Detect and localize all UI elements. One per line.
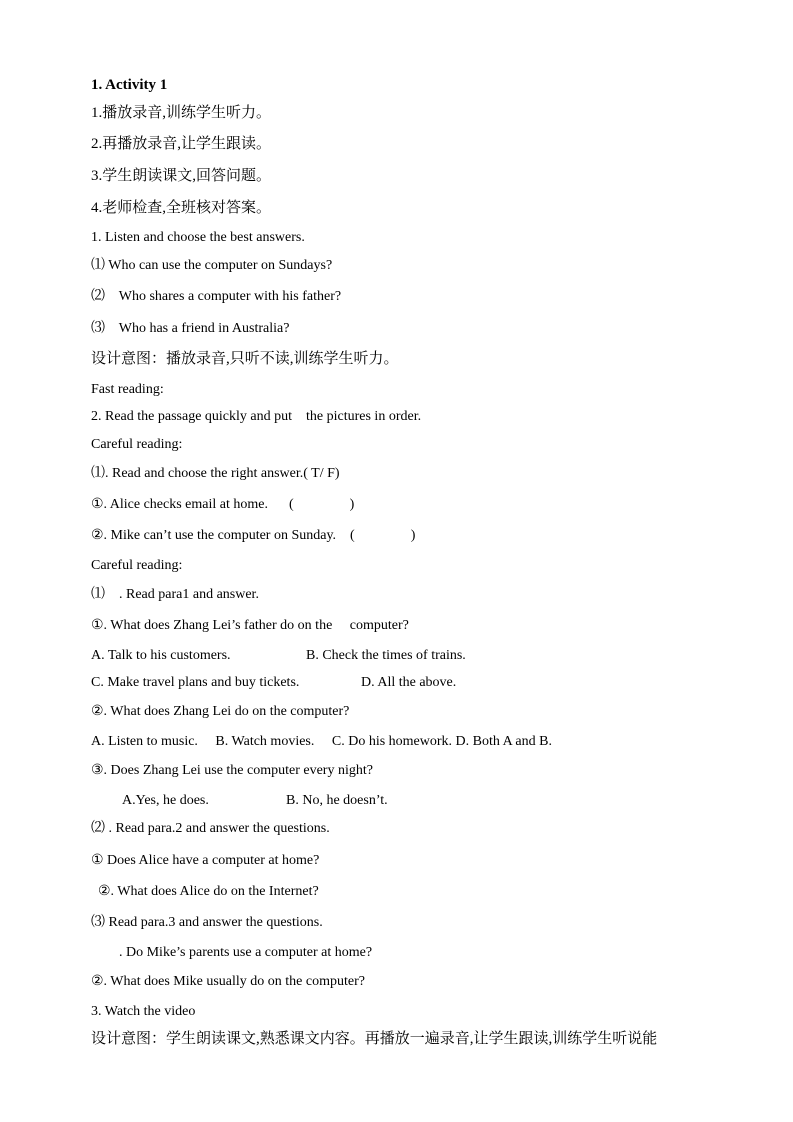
para1-q1-option-c: C. Make travel plans and buy tickets. [91,675,300,690]
para1-q3-option-b: B. No, he doesn’t. [286,793,388,808]
careful-reading-heading-2: Careful reading: [91,558,183,573]
listen-question-3: ⑶ Who has a friend in Australia? [91,321,290,336]
step-1: 1.播放录音,训练学生听力。 [91,105,272,121]
true-false-task: ⑴. Read and choose the right answer.( T/ F) [91,466,340,481]
para1-q1-option-a: A. Talk to his customers. [91,648,231,663]
fast-reading-heading: Fast reading: [91,382,164,397]
para1-question-3: ③. Does Zhang Lei use the computer every night? [91,763,373,778]
fast-reading-task: 2. Read the passage quickly and put the pictures in order. [91,409,422,424]
para2-question-1: ① Does Alice have a computer at home? [91,853,320,868]
design-intent-1: 设计意图：播放录音,只听不读,训练学生听力。 [91,351,399,367]
para1-question-1: ①. What does Zhang Lei’s father do on the computer? [91,618,409,633]
step-4: 4.老师检查,全班核对答案。 [91,200,272,216]
step-3: 3.学生朗读课文,回答问题。 [91,168,272,184]
step-2: 2.再播放录音,让学生跟读。 [91,136,272,152]
para3-question-1: . Do Mike’s parents use a computer at home? [91,945,373,960]
listen-heading: 1. Listen and choose the best answers. [91,230,305,245]
para2-question-2: ②. What does Alice do on the Internet? [91,884,319,899]
para3-question-2: ②. What does Mike usually do on the computer? [91,974,365,989]
para1-q1-option-d: D. All the above. [361,675,457,690]
para1-question-2: ②. What does Zhang Lei do on the computer? [91,704,350,719]
activity-title: 1. Activity 1 [91,77,168,93]
listen-question-1: ⑴ Who can use the computer on Sundays? [91,258,333,273]
design-intent-2: 设计意图：学生朗读课文,熟悉课文内容。再播放一遍录音,让学生跟读,训练学生听说能 [91,1031,658,1047]
para1-heading: ⑴ . Read para1 and answer. [91,587,259,602]
para2-heading: ⑵ . Read para.2 and answer the questions. [91,821,330,836]
true-false-item-1: ①. Alice checks email at home. ( ) [91,497,355,512]
true-false-item-2: ②. Mike can’t use the computer on Sunday. ( ) [91,528,416,543]
para1-q1-option-b: B. Check the times of trains. [306,648,466,663]
watch-video: 3. Watch the video [91,1004,196,1019]
para1-q2-options: A. Listen to music. B. Watch movies. C. Do his homework. D. Both A and B. [91,734,552,749]
listen-question-2: ⑵ Who shares a computer with his father? [91,289,342,304]
para1-q3-option-a: A.Yes, he does. [122,793,209,808]
para3-heading: ⑶ Read para.3 and answer the questions. [91,915,323,930]
careful-reading-heading-1: Careful reading: [91,437,183,452]
